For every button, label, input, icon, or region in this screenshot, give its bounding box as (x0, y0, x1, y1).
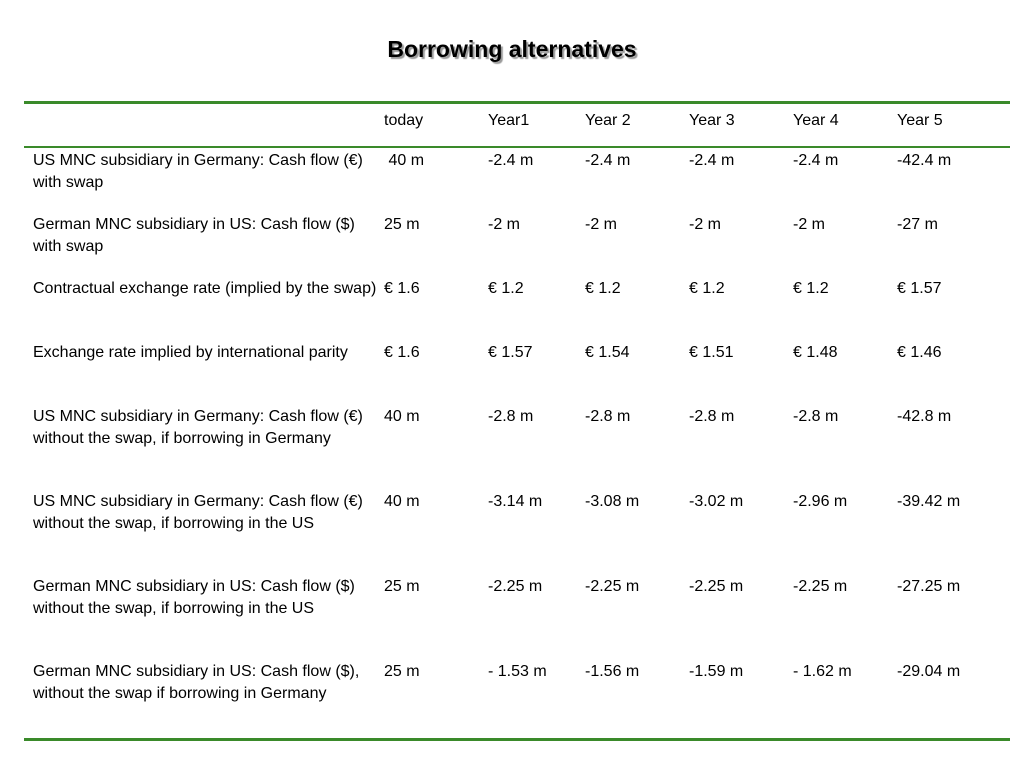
table-body (24, 148, 1010, 738)
page-title: Borrowing alternatives (387, 36, 637, 62)
row-value: -29.04 m (897, 663, 961, 680)
row-label: US MNC subsidiary in Germany: Cash flow (€) with swap (33, 152, 363, 191)
row-value: -1.59 m (689, 663, 744, 680)
row-value: -3.08 m (585, 493, 640, 510)
row-value: € 1.54 (585, 344, 630, 361)
row-value: -2.4 m (488, 152, 534, 169)
row-value: 40 m (384, 152, 425, 169)
table-row (24, 148, 1010, 214)
row-value: € 1.2 (488, 280, 524, 297)
row-value: -2.4 m (585, 152, 631, 169)
row-value: - 1.53 m (488, 663, 547, 680)
row-value: -39.42 m (897, 493, 961, 510)
row-value: -27.25 m (897, 578, 961, 595)
row-value: -2 m (488, 216, 520, 233)
header-cell-year2: Year 2 (585, 112, 631, 129)
row-value: € 1.2 (585, 280, 621, 297)
row-label: German MNC subsidiary in US: Cash flow ($) without the swap, if borrowing in the US (33, 578, 355, 617)
row-value: -2.8 m (585, 408, 631, 425)
row-value: € 1.6 (384, 344, 420, 361)
header-cell (24, 104, 384, 146)
row-value: 40 m (384, 493, 420, 510)
row-value: -3.02 m (689, 493, 744, 510)
row-value: -27 m (897, 216, 938, 233)
row-label: German MNC subsidiary in US: Cash flow ($), without the swap if borrowing in Germany (33, 663, 360, 702)
row-value: € 1.48 (793, 344, 838, 361)
row-value: -2.8 m (793, 408, 839, 425)
header-cell-today: today (384, 112, 424, 129)
row-value: -2.25 m (488, 578, 543, 595)
row-label: German MNC subsidiary in US: Cash flow ($) with swap (33, 216, 355, 255)
row-label: Contractual exchange rate (implied by the swap) (33, 280, 377, 297)
header-cell-year1: Year1 (488, 112, 530, 129)
row-value: -2.8 m (488, 408, 534, 425)
row-value: € 1.51 (689, 344, 734, 361)
row-value: 25 m (384, 216, 420, 233)
row-value: -2.96 m (793, 493, 848, 510)
row-value: -2.25 m (585, 578, 640, 595)
row-value: 25 m (384, 663, 420, 680)
row-value: -42.8 m (897, 408, 952, 425)
row-value: -3.14 m (488, 493, 543, 510)
row-value: -2.4 m (793, 152, 839, 169)
row-label: Exchange rate implied by international parity (33, 344, 348, 361)
row-label: US MNC subsidiary in Germany: Cash flow (€) without the swap, if borrowing in the US (33, 493, 363, 532)
row-value: -1.56 m (585, 663, 640, 680)
table-header-row (24, 104, 1010, 148)
row-value: -42.4 m (897, 152, 952, 169)
row-value: -2.4 m (689, 152, 735, 169)
table-row (24, 406, 1010, 491)
row-value: -2.25 m (689, 578, 744, 595)
row-value: € 1.57 (488, 344, 533, 361)
header-cell-year3: Year 3 (689, 112, 735, 129)
row-value: € 1.6 (384, 280, 420, 297)
table-row (24, 214, 1010, 278)
row-value: € 1.2 (793, 280, 829, 297)
table-row (24, 278, 1010, 342)
table-row (24, 576, 1010, 661)
row-value: -2 m (793, 216, 825, 233)
row-value: -2.25 m (793, 578, 848, 595)
row-value: -2 m (689, 216, 721, 233)
row-value: -2.8 m (689, 408, 735, 425)
table-row (24, 661, 1010, 738)
row-value: € 1.46 (897, 344, 942, 361)
row-value: 25 m (384, 578, 420, 595)
table-row (24, 491, 1010, 576)
header-cell-year4: Year 4 (793, 112, 839, 129)
table-row (24, 342, 1010, 406)
header-cell-year5: Year 5 (897, 112, 943, 129)
row-value: -2 m (585, 216, 617, 233)
row-value: 40 m (384, 408, 420, 425)
row-label: US MNC subsidiary in Germany: Cash flow (€) without the swap, if borrowing in Germany (33, 408, 363, 447)
row-value: € 1.57 (897, 280, 942, 297)
row-value: € 1.2 (689, 280, 725, 297)
row-value: - 1.62 m (793, 663, 852, 680)
borrowing-table (24, 101, 1010, 741)
